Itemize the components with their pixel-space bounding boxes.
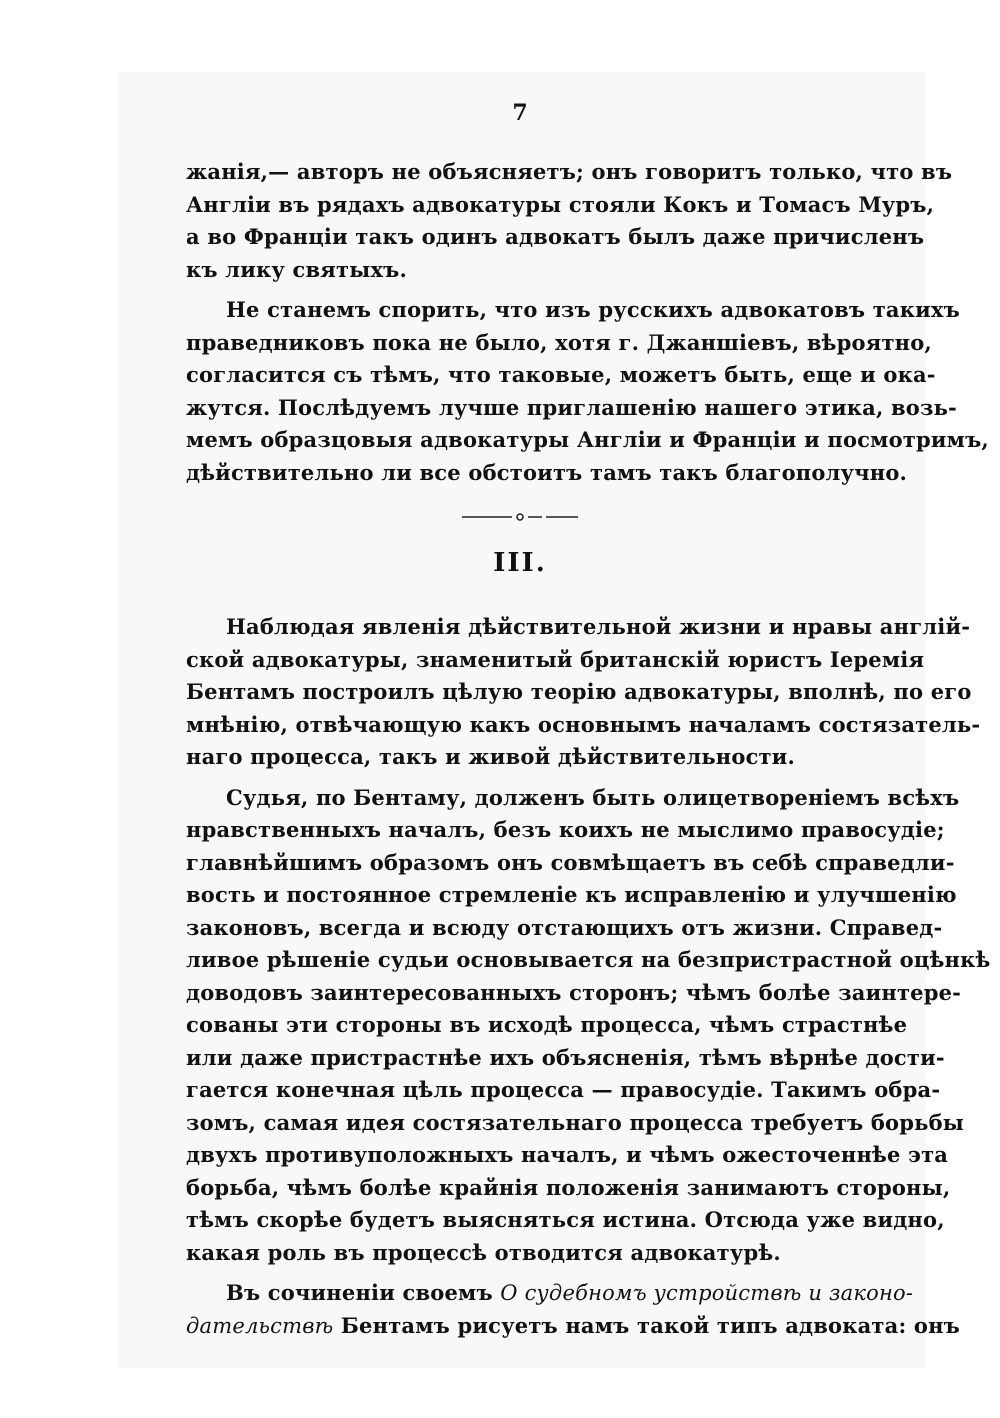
paragraph	[186, 611, 981, 774]
paragraph-line: доводовъ заинтересованныхъ сторонъ; чѣмъ болѣе заинтере-	[186, 979, 962, 1005]
paragraph-line: жутся. Послѣдуемъ лучше приглашенію нашего этика, возь-	[186, 394, 957, 420]
page-number: 7	[512, 100, 528, 126]
paragraph-line: мнѣнію, отвѣчающую какъ основнымъ началамъ состязатель-	[186, 711, 981, 737]
italic-title: дательствѣ	[186, 1313, 334, 1338]
section-ornament	[186, 503, 854, 531]
paragraph-line: какая роль въ процессѣ отводится адвокатурѣ.	[186, 1239, 781, 1265]
paragraph-line: Наблюдая явленія дѣйствительной жизни и нравы англій-	[226, 614, 971, 639]
paragraph-line: Не станемъ спорить, что изъ русскихъ адвокатовъ такихъ	[226, 297, 960, 322]
paragraph-line: дѣйствительно ли все обстоитъ тамъ такъ благополучно.	[186, 459, 908, 485]
paragraph-line	[186, 1310, 960, 1343]
paragraph-line: тѣмъ скорѣе будетъ выясняться истина. Отсюда уже видно,	[186, 1207, 945, 1232]
top-paragraphs	[186, 156, 989, 489]
paragraph-line: жанія,— авторъ не объясняетъ; онъ говоритъ только, что въ	[186, 159, 953, 184]
paragraph	[186, 782, 991, 1270]
paragraph	[186, 156, 953, 286]
book-page	[186, 98, 991, 1342]
paragraph-line: зомъ, самая идея состязательнаго процесса требуетъ борьбы	[186, 1109, 965, 1135]
paragraph-line: а во Франціи такъ одинъ адвокатъ былъ даже причисленъ	[186, 224, 925, 249]
paragraph-line: Судья, по Бентаму, долженъ быть олицетвореніемъ всѣхъ	[226, 784, 960, 810]
paragraph-line: къ лику святыхъ.	[186, 256, 407, 282]
paragraph-line: Бентамъ построилъ цѣлую теорію адвокатуры, вполнѣ, по его	[186, 679, 972, 704]
paragraph-line: или даже пристрастнѣе ихъ объясненія, тѣмъ вѣрнѣе дости-	[186, 1044, 945, 1070]
paragraph-line: Англіи въ рядахъ адвокатуры стояли Кокъ и Томасъ Муръ,	[186, 191, 935, 217]
paragraph-line: ской адвокатуры, знаменитый британскій юристъ Іеремія	[186, 646, 925, 672]
bottom-paragraphs	[186, 611, 991, 1269]
text-run: Въ сочиненіи своемъ	[226, 1280, 501, 1305]
paragraph-line: гается конечная цѣль процесса — правосудіе. Такимъ обра-	[186, 1077, 941, 1102]
paragraph	[186, 294, 989, 489]
paragraph-line: вость и постоянное стремленіе къ исправленію и улучшенію	[186, 882, 957, 907]
paragraph-line: законовъ, всегда и всюду отстающихъ отъ жизни. Справед-	[186, 914, 943, 940]
dash-circle-dash-ornament	[460, 511, 580, 523]
italic-title: О судебномъ устройствѣ и законо-	[500, 1281, 914, 1305]
paragraph-line: мемъ образцовыя адвокатуры Англіи и Франціи и посмотримъ,	[186, 427, 989, 452]
paragraph-line	[186, 1277, 914, 1310]
paragraph-line: двухъ противуположныхъ началъ, и чѣмъ ожесточеннѣе эта	[186, 1142, 949, 1167]
section-heading: III.	[493, 548, 547, 578]
paragraph-line: ливое рѣшеніе судьи основывается на безпристрастной оцѣнкѣ	[186, 947, 991, 972]
paragraph-last	[186, 1277, 960, 1342]
paragraph-line: сованы эти стороны въ исходѣ процесса, чѣмъ страстнѣе	[186, 1012, 908, 1037]
paragraph-line: наго процесса, такъ и живой дѣйствительности.	[186, 744, 796, 769]
paragraph-line: нравственныхъ началъ, безъ коихъ не мыслимо правосудіе;	[186, 817, 945, 842]
paragraph-line: главнѣйшимъ образомъ онъ совмѣщаетъ въ себѣ справедли-	[186, 849, 955, 875]
paragraph-line: согласится съ тѣмъ, что таковые, можетъ быть, еще и ока-	[186, 362, 936, 387]
text-run: Бентамъ рисуетъ намъ такой типъ адвоката: онъ	[333, 1312, 960, 1338]
paragraph-line: праведниковъ пока не было, хотя г. Джаншіевъ, вѣроятно,	[186, 329, 932, 355]
paragraph-line: борьба, чѣмъ болѣе крайнія положенія занимаютъ стороны,	[186, 1174, 951, 1200]
